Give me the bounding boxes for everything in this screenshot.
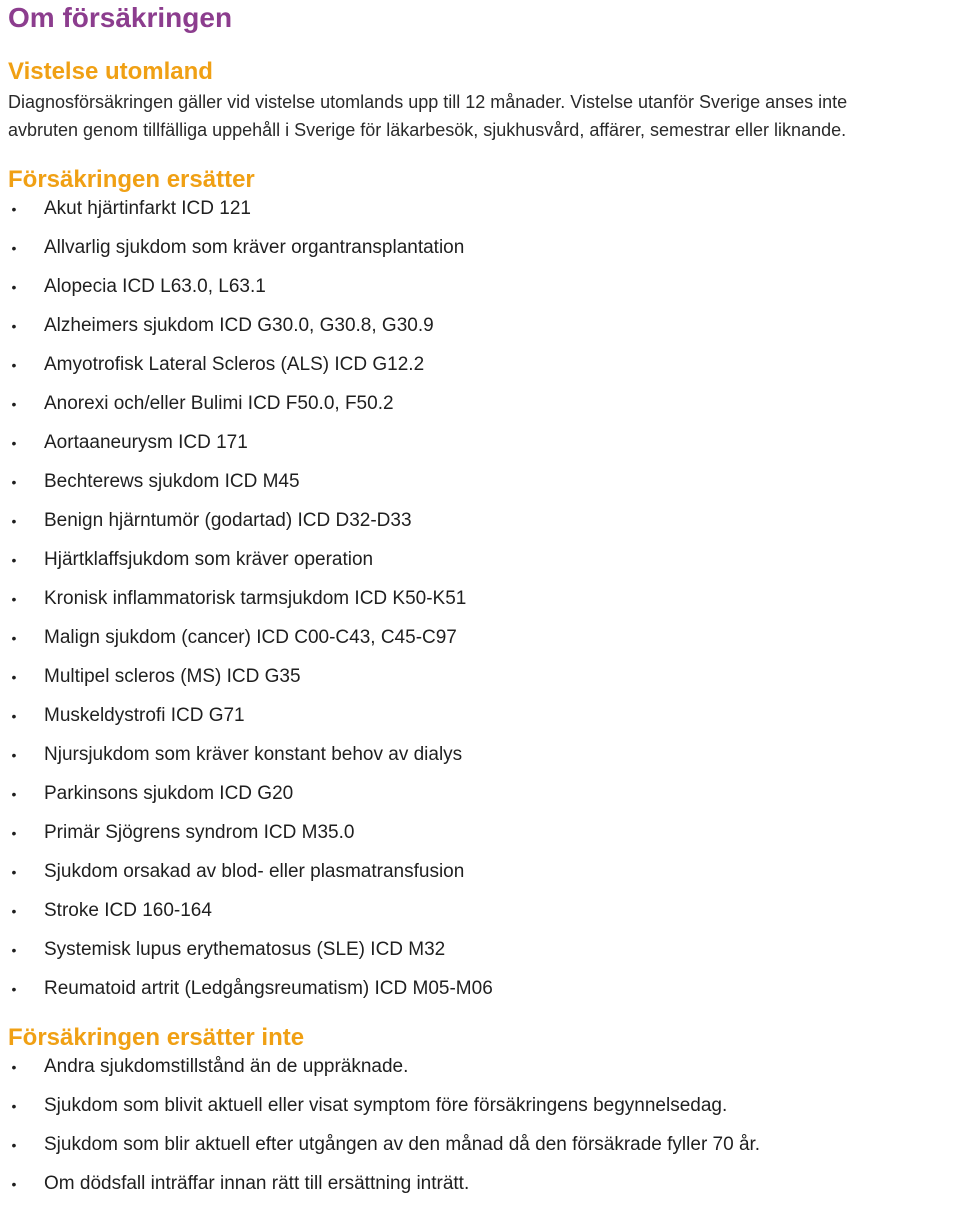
list-item-text: Anorexi och/eller Bulimi ICD F50.0, F50.2 bbox=[44, 393, 394, 414]
bullet-icon: • bbox=[11, 942, 17, 958]
covered-conditions-list bbox=[8, 196, 493, 1015]
list-item-text: Akut hjärtinfarkt ICD 121 bbox=[44, 198, 251, 219]
list-item-text: Benign hjärntumör (godartad) ICD D32-D33 bbox=[44, 510, 412, 531]
list-item bbox=[8, 976, 493, 1015]
list-item bbox=[8, 235, 493, 274]
list-item bbox=[8, 820, 493, 859]
bullet-icon: • bbox=[11, 708, 17, 724]
list-item-text: Om dödsfall inträffar innan rätt till ersättning inträtt. bbox=[44, 1173, 470, 1194]
list-item bbox=[8, 742, 493, 781]
list-item-text: Andra sjukdomstillstånd än de uppräknade. bbox=[44, 1056, 409, 1077]
list-item bbox=[8, 898, 493, 937]
list-item bbox=[8, 1093, 760, 1132]
list-item-text: Kronisk inflammatorisk tarmsjukdom ICD K50-K51 bbox=[44, 588, 467, 609]
list-item bbox=[8, 586, 493, 625]
list-item-text: Amyotrofisk Lateral Scleros (ALS) ICD G12.2 bbox=[44, 354, 425, 375]
list-item-text: Malign sjukdom (cancer) ICD C00-C43, C45-C97 bbox=[44, 627, 457, 648]
bullet-icon: • bbox=[11, 747, 17, 763]
bullet-icon: • bbox=[11, 981, 17, 997]
list-item-text: Sjukdom som blivit aktuell eller visat symptom före försäkringens begynnelsedag. bbox=[44, 1095, 728, 1116]
page-title: Om försäkringen bbox=[8, 2, 233, 33]
list-item bbox=[8, 508, 493, 547]
bullet-icon: • bbox=[11, 435, 17, 451]
list-item-text: Alzheimers sjukdom ICD G30.0, G30.8, G30.9 bbox=[44, 315, 434, 336]
bullet-icon: • bbox=[11, 552, 17, 568]
excluded-conditions-list bbox=[8, 1054, 760, 1210]
list-item bbox=[8, 625, 493, 664]
list-item-text: Sjukdom som blir aktuell efter utgången av den månad då den försäkrade fyller 70 år. bbox=[44, 1134, 761, 1155]
bullet-icon: • bbox=[11, 630, 17, 646]
bullet-icon: • bbox=[11, 864, 17, 880]
list-item-text: Hjärtklaffsjukdom som kräver operation bbox=[44, 549, 374, 570]
bullet-icon: • bbox=[11, 591, 17, 607]
bullet-icon: • bbox=[11, 903, 17, 919]
list-item bbox=[8, 859, 493, 898]
bullet-icon: • bbox=[11, 1098, 17, 1114]
list-item bbox=[8, 391, 493, 430]
list-item-text: Sjukdom orsakad av blod- eller plasmatransfusion bbox=[44, 861, 465, 882]
list-item bbox=[8, 937, 493, 976]
list-item-text: Systemisk lupus erythematosus (SLE) ICD M32 bbox=[44, 939, 446, 960]
list-item bbox=[8, 1171, 760, 1210]
heading-vistelse-utomland: Vistelse utomland bbox=[8, 58, 213, 85]
vistelse-paragraph-line-2: avbruten genom tillfälliga uppehåll i Sverige för läkarbesök, sjukhusvård, affärer, semestrar eller liknande. bbox=[8, 120, 847, 140]
list-item bbox=[8, 547, 493, 586]
list-item-text: Parkinsons sjukdom ICD G20 bbox=[44, 783, 294, 804]
list-item bbox=[8, 469, 493, 508]
bullet-icon: • bbox=[11, 318, 17, 334]
list-item-text: Allvarlig sjukdom som kräver organtransplantation bbox=[44, 237, 465, 258]
list-item bbox=[8, 1054, 760, 1093]
list-item bbox=[8, 781, 493, 820]
list-item-text: Reumatoid artrit (Ledgångsreumatism) ICD M05-M06 bbox=[44, 978, 493, 999]
list-item-text: Bechterews sjukdom ICD M45 bbox=[44, 471, 300, 492]
list-item bbox=[8, 664, 493, 703]
list-item bbox=[8, 274, 493, 313]
bullet-icon: • bbox=[11, 669, 17, 685]
bullet-icon: • bbox=[11, 1059, 17, 1075]
list-item-text: Stroke ICD 160-164 bbox=[44, 900, 212, 921]
bullet-icon: • bbox=[11, 279, 17, 295]
heading-forsakringen-ersatter-inte: Försäkringen ersätter inte bbox=[8, 1024, 305, 1051]
list-item bbox=[8, 196, 493, 235]
bullet-icon: • bbox=[11, 201, 17, 217]
bullet-icon: • bbox=[11, 1137, 17, 1153]
list-item-text: Njursjukdom som kräver konstant behov av dialys bbox=[44, 744, 463, 765]
bullet-icon: • bbox=[11, 1176, 17, 1192]
list-item-text: Primär Sjögrens syndrom ICD M35.0 bbox=[44, 822, 355, 843]
list-item-text: Muskeldystrofi ICD G71 bbox=[44, 705, 245, 726]
bullet-icon: • bbox=[11, 240, 17, 256]
bullet-icon: • bbox=[11, 825, 17, 841]
list-item bbox=[8, 313, 493, 352]
list-item bbox=[8, 703, 493, 742]
vistelse-paragraph-line-1: Diagnosförsäkringen gäller vid vistelse utomlands upp till 12 månader. Vistelse utanför Sverige anses inte bbox=[8, 92, 848, 112]
bullet-icon: • bbox=[11, 513, 17, 529]
list-item-text: Alopecia ICD L63.0, L63.1 bbox=[44, 276, 266, 297]
bullet-icon: • bbox=[11, 396, 17, 412]
list-item bbox=[8, 1132, 760, 1171]
list-item-text: Aortaaneurysm ICD 171 bbox=[44, 432, 248, 453]
list-item bbox=[8, 430, 493, 469]
list-item bbox=[8, 352, 493, 391]
heading-forsakringen-ersatter: Försäkringen ersätter bbox=[8, 166, 255, 193]
list-item-text: Multipel scleros (MS) ICD G35 bbox=[44, 666, 301, 687]
bullet-icon: • bbox=[11, 786, 17, 802]
bullet-icon: • bbox=[11, 474, 17, 490]
bullet-icon: • bbox=[11, 357, 17, 373]
